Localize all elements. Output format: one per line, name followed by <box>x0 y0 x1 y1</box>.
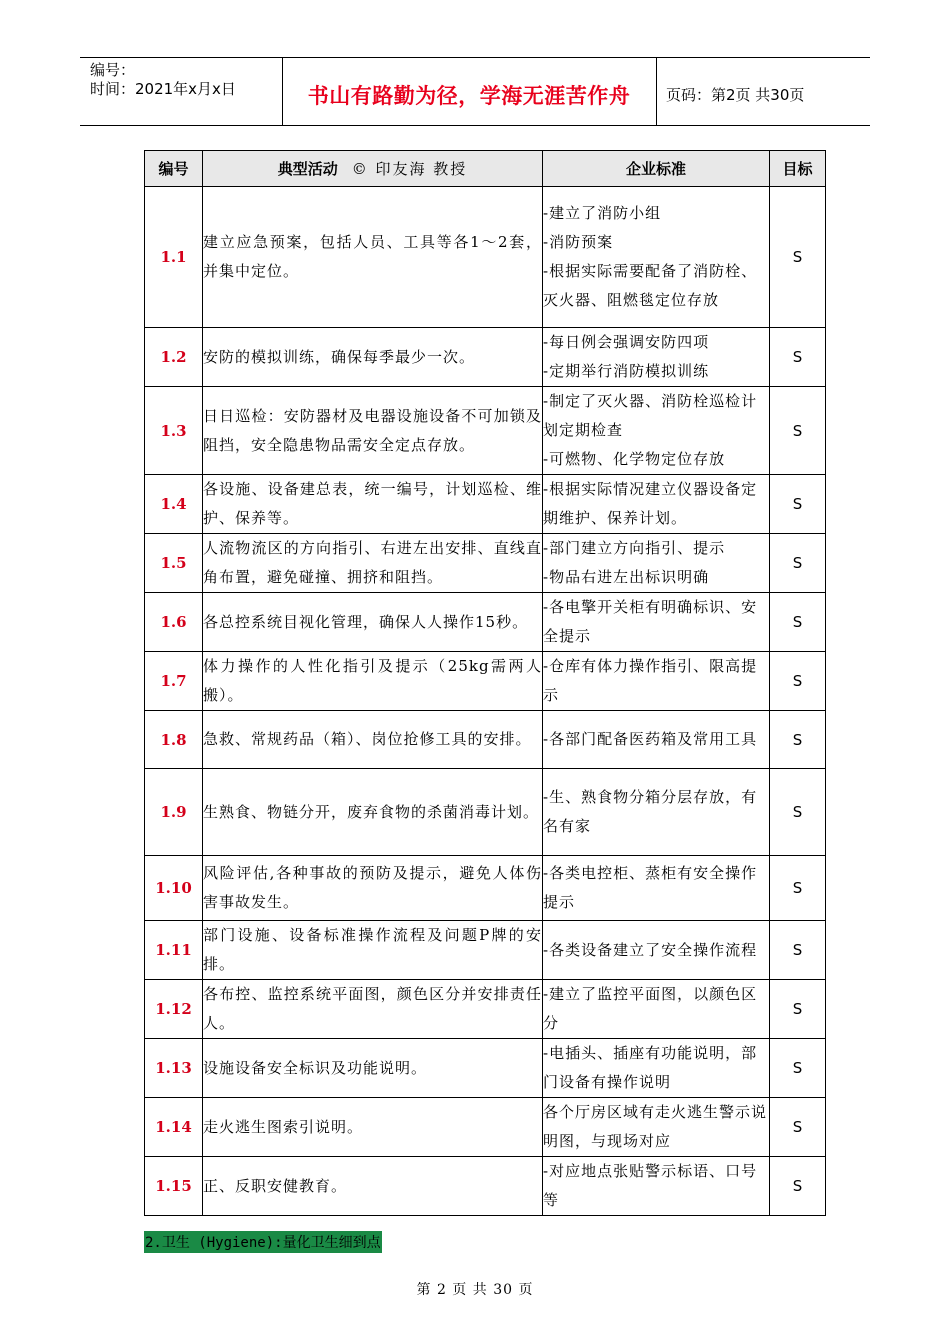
row-standard <box>543 921 770 980</box>
table-row <box>145 711 826 769</box>
row-standard <box>543 387 770 475</box>
row-number: 1.3 <box>145 387 203 475</box>
row-number: 1.7 <box>145 652 203 711</box>
row-number: 1.4 <box>145 475 203 534</box>
standard-line: -各类电控柜、蒸柜有安全操作提示 <box>543 864 758 911</box>
row-activity: 日日巡检：安防器材及电器设施设备不可加锁及阻挡，安全隐患物品需安全定点存放。 <box>203 387 543 475</box>
table-row <box>145 1157 826 1216</box>
row-activity: 安防的模拟训练，确保每季最少一次。 <box>203 328 543 387</box>
standard-line: -定期举行消防模拟训练 <box>543 362 710 380</box>
standard-line: -仓库有体力操作指引、限高提示 <box>543 657 758 704</box>
header-cell-activity <box>203 151 543 187</box>
standard-line: -生、熟食物分箱分层存放，有名有家 <box>543 788 758 835</box>
row-number: 1.11 <box>145 921 203 980</box>
row-standard <box>543 652 770 711</box>
row-standard <box>543 475 770 534</box>
standard-line: -制定了灭火器、消防栓巡检计划定期检查 <box>543 392 758 439</box>
row-standard <box>543 711 770 769</box>
row-target: S <box>770 475 826 534</box>
row-target: S <box>770 921 826 980</box>
row-number: 1.5 <box>145 534 203 593</box>
row-activity: 建立应急预案，包括人员、工具等各1～2套，并集中定位。 <box>203 187 543 328</box>
standard-line: -电插头、插座有功能说明，部门设备有操作说明 <box>543 1044 758 1091</box>
row-target: S <box>770 187 826 328</box>
row-target: S <box>770 593 826 652</box>
standard-line: -建立了监控平面图，以颜色区分 <box>543 985 758 1032</box>
row-target: S <box>770 1157 826 1216</box>
header-motto: 书山有路勤为径，学海无涯苦作舟 <box>307 84 631 108</box>
row-activity: 风险评估,各种事故的预防及提示，避免人体伤害事故发生。 <box>203 856 543 921</box>
row-activity: 各设施、设备建总表，统一编号，计划巡检、维护、保养等。 <box>203 475 543 534</box>
standard-line: 各个厅房区域有走火逃生警示说明图，与现场对应 <box>543 1103 768 1150</box>
header-cell-no: 编号 <box>145 151 203 187</box>
row-activity: 走火逃生图索引说明。 <box>203 1098 543 1157</box>
header-divider <box>656 58 657 125</box>
standard-line: -各部门配备医药箱及常用工具 <box>543 730 758 748</box>
row-activity: 人流物流区的方向指引、右进左出安排、直线直角布置，避免碰撞、拥挤和阻挡。 <box>203 534 543 593</box>
table-row <box>145 856 826 921</box>
page-footer: 第 2 页 共 30 页 <box>416 1282 534 1298</box>
row-number: 1.8 <box>145 711 203 769</box>
row-number: 1.1 <box>145 187 203 328</box>
row-number: 1.2 <box>145 328 203 387</box>
table-row <box>145 387 826 475</box>
table-row <box>145 475 826 534</box>
row-target: S <box>770 328 826 387</box>
row-target: S <box>770 711 826 769</box>
row-standard <box>543 328 770 387</box>
row-number: 1.15 <box>145 1157 203 1216</box>
row-target: S <box>770 387 826 475</box>
row-standard <box>543 856 770 921</box>
row-standard <box>543 187 770 328</box>
standard-line: -每日例会强调安防四项 <box>543 333 710 351</box>
standard-line: -部门建立方向指引、提示 <box>543 539 726 557</box>
standard-line: -对应地点张贴警示标语、口号等 <box>543 1162 758 1209</box>
row-target: S <box>770 1039 826 1098</box>
row-number: 1.10 <box>145 856 203 921</box>
table-row <box>145 1098 826 1157</box>
section-title: 2.卫生 (Hygiene):量化卫生细到点 <box>144 1231 382 1253</box>
row-activity: 各总控系统目视化管理，确保人人操作15秒。 <box>203 593 543 652</box>
row-target: S <box>770 534 826 593</box>
row-activity: 设施设备安全标识及功能说明。 <box>203 1039 543 1098</box>
header-cell-standard: 企业标准 <box>543 151 770 187</box>
row-standard <box>543 769 770 856</box>
row-activity: 正、反职安健教育。 <box>203 1157 543 1216</box>
standard-line: -根据实际需要配备了消防栓、灭火器、阻燃毯定位存放 <box>543 262 758 309</box>
header-cell-target: 目标 <box>770 151 826 187</box>
standard-line: -物品右进左出标识明确 <box>543 568 710 586</box>
table-row <box>145 769 826 856</box>
standard-line: -各电擎开关柜有明确标识、安全提示 <box>543 598 758 645</box>
row-activity: 生熟食、物链分开，废弃食物的杀菌消毒计划。 <box>203 769 543 856</box>
header-activity-label: 典型活动 <box>277 160 338 178</box>
row-target: S <box>770 652 826 711</box>
standard-line: -消防预案 <box>543 233 614 251</box>
table-row <box>145 534 826 593</box>
standard-line: -根据实际情况建立仪器设备定期维护、保养计划。 <box>543 480 758 527</box>
standard-line: -各类设备建立了安全操作流程 <box>543 940 758 959</box>
row-number: 1.6 <box>145 593 203 652</box>
table-header-row <box>145 151 826 187</box>
standard-line: -建立了消防小组 <box>543 204 662 222</box>
row-standard <box>543 1098 770 1157</box>
table-row <box>145 980 826 1039</box>
row-number: 1.12 <box>145 980 203 1039</box>
table-body <box>145 187 826 1216</box>
row-standard <box>543 1039 770 1098</box>
row-number: 1.13 <box>145 1039 203 1098</box>
document-number-label: 编号： <box>90 61 136 79</box>
header-activity-note: © 印友海 教授 <box>351 160 468 178</box>
page-header <box>80 57 870 126</box>
table-row <box>145 652 826 711</box>
table-row <box>145 328 826 387</box>
table-row <box>145 593 826 652</box>
row-activity: 部门设施、设备标准操作流程及问题P牌的安排。 <box>203 921 543 980</box>
table-row <box>145 187 826 328</box>
standard-line: -可燃物、化学物定位存放 <box>543 450 726 468</box>
row-activity: 急救、常规药品（箱）、岗位抢修工具的安排。 <box>203 711 543 769</box>
row-standard <box>543 593 770 652</box>
row-target: S <box>770 769 826 856</box>
row-activity: 各布控、监控系统平面图，颜色区分并安排责任人。 <box>203 980 543 1039</box>
row-activity: 体力操作的人性化指引及提示（25kg需两人搬）。 <box>203 652 543 711</box>
row-standard <box>543 534 770 593</box>
row-target: S <box>770 1098 826 1157</box>
row-target: S <box>770 980 826 1039</box>
row-number: 1.9 <box>145 769 203 856</box>
row-number: 1.14 <box>145 1098 203 1157</box>
row-standard <box>543 1157 770 1216</box>
table-row <box>145 1039 826 1098</box>
document-date: 时间：2021年x月x日 <box>90 80 236 98</box>
table-row <box>145 921 826 980</box>
header-page-info: 页码：第2页 共30页 <box>666 86 805 104</box>
header-meta <box>90 61 290 99</box>
activity-standards-table <box>144 150 826 1216</box>
row-target: S <box>770 856 826 921</box>
row-standard <box>543 980 770 1039</box>
